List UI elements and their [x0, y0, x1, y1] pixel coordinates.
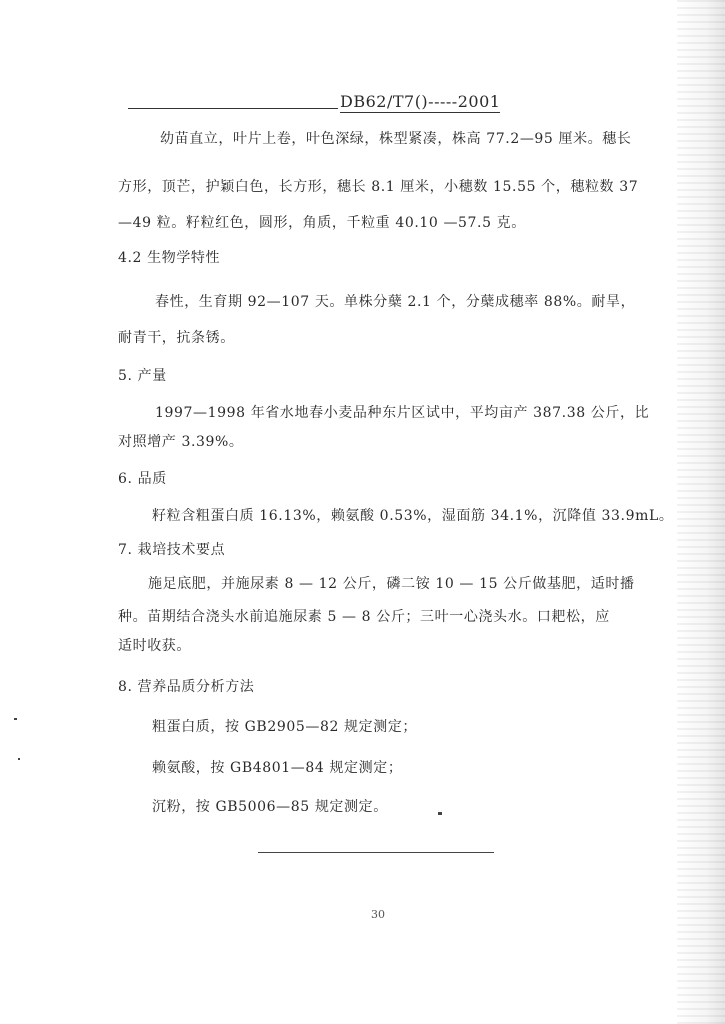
footer-rule	[258, 852, 494, 853]
paragraph-line: 对照增产 3.39%。	[118, 434, 244, 450]
paragraph-line: —49 粒。籽粒红色，圆形，角质，千粒重 40.10 —57.5 克。	[118, 215, 526, 231]
section-heading: 4.2 生物学特性	[118, 250, 221, 266]
paragraph-line: 耐青干，抗条锈。	[118, 330, 235, 346]
method-line: 赖氨酸，按 GB4801—84 规定测定；	[152, 760, 403, 776]
paragraph-line: 春性，生育期 92—107 天。单株分蘖 2.1 个，分蘖成穗率 88%。耐旱，	[155, 294, 636, 310]
section-heading: 8. 营养品质分析方法	[118, 679, 255, 695]
scan-speck	[438, 812, 442, 815]
section-heading: 7. 栽培技术要点	[118, 542, 226, 558]
method-line: 沉粉，按 GB5006—85 规定测定。	[152, 799, 388, 815]
page-number: 30	[371, 908, 385, 921]
paragraph-line: 籽粒含粗蛋白质 16.13%，赖氨酸 0.53%，湿面筋 34.1%，沉降值 33.9mL。	[152, 508, 674, 524]
paragraph-line: 适时收获。	[118, 638, 191, 654]
scan-speck	[14, 718, 17, 720]
scan-edge-noise	[677, 0, 725, 1024]
paragraph-line: 1997—1998 年省水地春小麦品种东片区试中，平均亩产 387.38 公斤，比	[155, 405, 650, 421]
paragraph-line: 幼苗直立，叶片上卷，叶色深绿，株型紧凑，株高 77.2—95 厘米。穗长	[160, 131, 632, 147]
paragraph-line: 施足底肥，并施尿素 8 — 12 公斤，磷二铵 10 — 15 公斤做基肥，适时播	[148, 576, 635, 592]
header-rule	[128, 108, 338, 109]
method-line: 粗蛋白质，按 GB2905—82 规定测定；	[152, 719, 418, 735]
section-heading: 5. 产量	[118, 368, 167, 384]
page-header	[128, 92, 548, 116]
scan-speck	[18, 758, 20, 760]
section-heading: 6. 品质	[118, 471, 167, 487]
paragraph-line: 种。苗期结合浇头水前追施尿素 5 — 8 公斤；三叶一心浇头水。口耙松，应	[118, 609, 610, 625]
paragraph-line: 方形，顶芒，护颖白色，长方形，穗长 8.1 厘米，小穗数 15.55 个，穗粒数 37	[118, 179, 639, 195]
standard-code: DB62/T7()-----2001	[340, 92, 501, 111]
